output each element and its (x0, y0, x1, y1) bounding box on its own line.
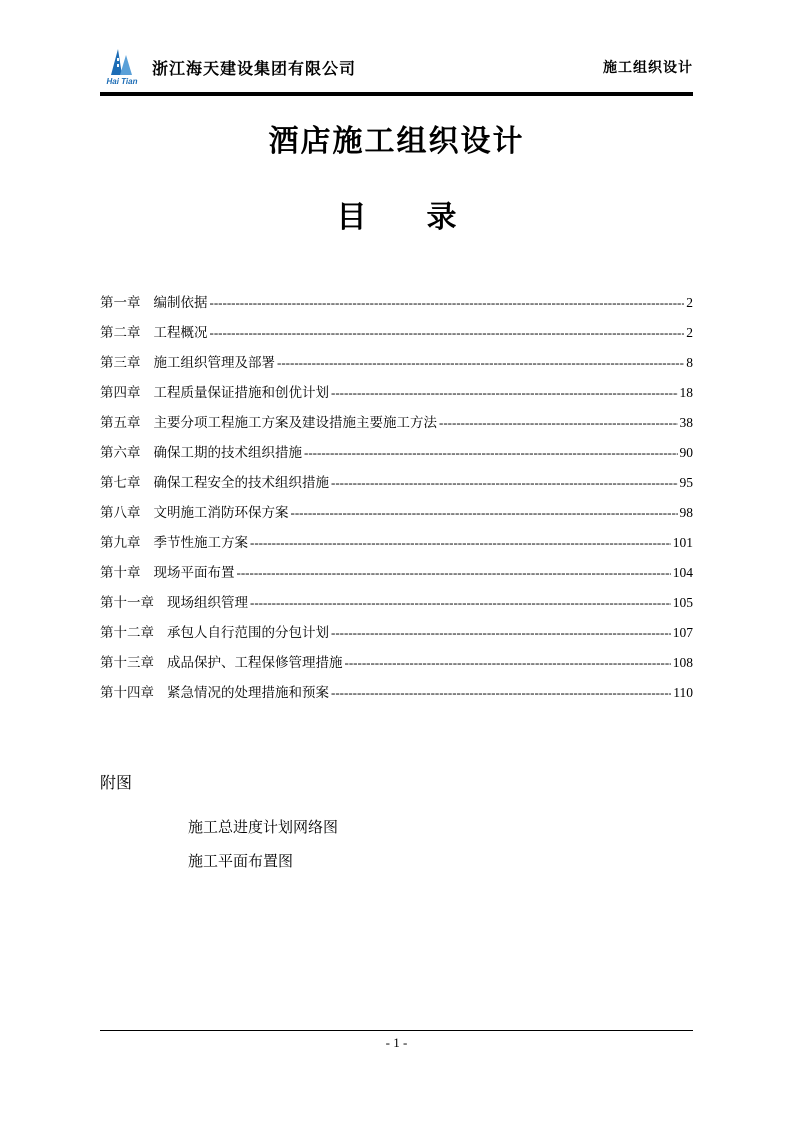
appendix-section (100, 770, 693, 879)
toc-leader (210, 288, 685, 318)
toc-entry[interactable] (100, 288, 693, 318)
toc-entry[interactable] (100, 558, 693, 588)
toc-entry-title: 工程概况 (153, 325, 208, 340)
toc-entry-title: 现场组织管理 (167, 595, 248, 610)
toc-leader (439, 408, 678, 438)
toc-entry-title: 文明施工消防环保方案 (153, 505, 289, 520)
toc-entry-title: 现场平面布置 (153, 565, 235, 580)
toc-leader (331, 678, 671, 708)
appendix-title: 附图 (100, 775, 133, 792)
toc-leader (345, 648, 671, 678)
toc-entry[interactable] (100, 678, 693, 708)
toc-page-number: 107 (672, 625, 693, 640)
toc-chapter-label: 第五章 (100, 415, 141, 430)
appendix-item: 施工总进度计划网络图 (188, 820, 339, 836)
toc-entry-title: 编制依据 (153, 295, 208, 310)
toc-page-number: 95 (679, 475, 693, 490)
toc-leader (250, 528, 671, 558)
toc-chapter-label: 第六章 (100, 445, 141, 460)
toc-page-number: 18 (679, 385, 693, 400)
toc-entry-title: 成品保护、工程保修管理措施 (167, 655, 343, 670)
toc-chapter-label: 第九章 (100, 535, 141, 550)
toc-leader (331, 468, 678, 498)
toc-entry[interactable] (100, 378, 693, 408)
toc-page-number: 8 (686, 355, 693, 370)
toc-entry[interactable] (100, 468, 693, 498)
toc-leader (304, 438, 678, 468)
toc-entry[interactable] (100, 528, 693, 558)
company-name: 浙江海天建设集团有限公司 (152, 60, 357, 78)
toc-chapter-label: 第十二章 (100, 625, 154, 640)
toc-leader (250, 588, 671, 618)
toc-entry[interactable] (100, 348, 693, 378)
toc-page-number: 98 (679, 505, 693, 520)
page-number: - 1 - (385, 1035, 408, 1050)
company-logo (100, 48, 144, 86)
toc-entry-title: 确保工期的技术组织措施 (153, 445, 302, 460)
toc-entry[interactable] (100, 438, 693, 468)
toc-entry[interactable] (100, 588, 693, 618)
appendix-item: 施工平面布置图 (188, 854, 294, 870)
toc-page-number: 2 (686, 295, 693, 310)
toc-leader (277, 348, 684, 378)
toc-page-number: 38 (679, 415, 693, 430)
toc-leader (331, 378, 678, 408)
toc-leader (237, 558, 671, 588)
toc-list (100, 288, 693, 708)
doc-type-label: 施工组织设计 (603, 59, 693, 75)
toc-page-number: 104 (672, 565, 693, 580)
page-footer (100, 1030, 693, 1051)
toc-entry-title: 确保工程安全的技术组织措施 (153, 475, 329, 490)
toc-chapter-label: 第七章 (100, 475, 141, 490)
toc-chapter-label: 第二章 (100, 325, 141, 340)
toc-chapter-label: 第一章 (100, 295, 141, 310)
page-header (100, 0, 693, 96)
toc-entry[interactable] (100, 648, 693, 678)
toc-leader (210, 318, 685, 348)
toc-entry[interactable] (100, 408, 693, 438)
toc-page-number: 108 (672, 655, 693, 670)
toc-page-number: 90 (679, 445, 693, 460)
toc-entry[interactable] (100, 498, 693, 528)
toc-entry-title: 主要分项工程施工方案及建设措施主要施工方法 (153, 415, 437, 430)
toc-chapter-label: 第八章 (100, 505, 141, 520)
appendix-list (188, 811, 693, 879)
toc-chapter-label: 第三章 (100, 355, 141, 370)
toc-page-number: 101 (672, 535, 693, 550)
toc-entry[interactable] (100, 318, 693, 348)
toc-chapter-label: 第十三章 (100, 655, 154, 670)
toc-chapter-label: 第四章 (100, 385, 141, 400)
document-title: 酒店施工组织设计 (268, 125, 525, 158)
toc-chapter-label: 第十一章 (100, 595, 154, 610)
toc-heading: 目 录 (336, 201, 457, 234)
toc-page-number: 2 (686, 325, 693, 340)
toc-entry[interactable] (100, 618, 693, 648)
toc-entry-title: 承包人自行范围的分包计划 (167, 625, 329, 640)
toc-page-number: 110 (673, 685, 693, 700)
haitian-logo-icon (105, 48, 139, 76)
toc-chapter-label: 第十四章 (100, 685, 154, 700)
logo-text: Hai Tian (106, 77, 138, 86)
toc-entry-title: 紧急情况的处理措施和预案 (167, 685, 329, 700)
toc-leader (331, 618, 671, 648)
toc-leader (291, 498, 678, 528)
toc-entry-title: 工程质量保证措施和创优计划 (153, 385, 329, 400)
toc-entry-title: 季节性施工方案 (153, 535, 248, 550)
toc-entry-title: 施工组织管理及部署 (153, 355, 275, 370)
toc-page-number: 105 (672, 595, 693, 610)
toc-chapter-label: 第十章 (100, 565, 141, 580)
